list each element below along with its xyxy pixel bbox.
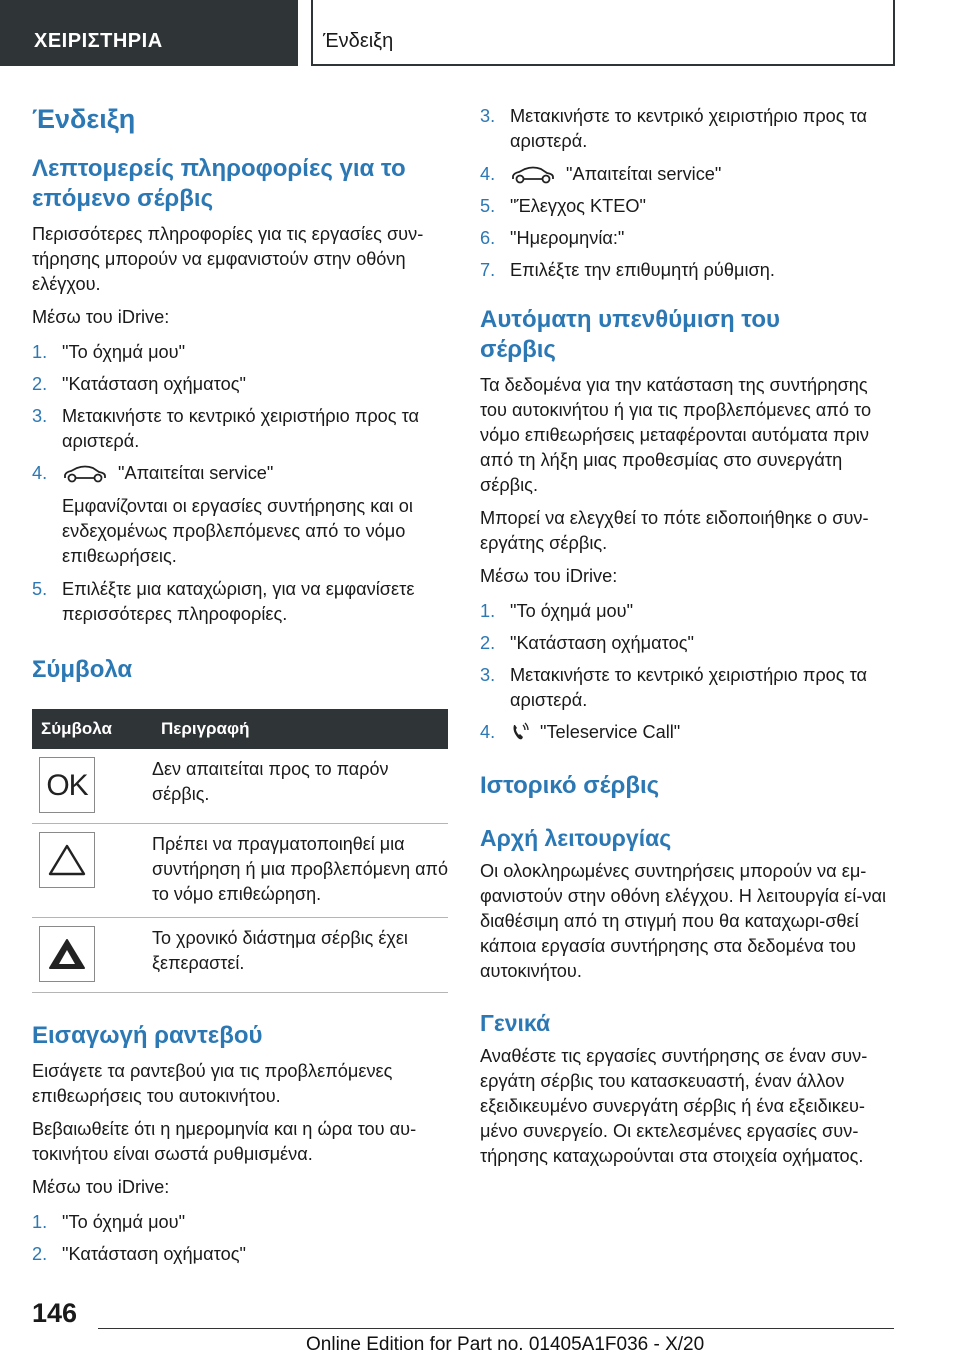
chapter-title: Ένδειξη (311, 0, 895, 66)
list-item: 6. "Ημερομηνία:" (480, 228, 625, 248)
page-header (0, 0, 960, 66)
table-cell-desc: Δεν απαιτείται προς το παρόν σέρβις. (152, 749, 448, 824)
warning-triangle-outline-icon (39, 832, 95, 888)
list-item: 1. "Το όχημά μου" (480, 601, 634, 621)
list-item: 3. Μετακινήστε το κεντρικό χειριστήριο προς τα αριστερά. (32, 406, 420, 451)
page-title: Ένδειξη (32, 104, 136, 134)
list-item: 4. "Απαιτείται service" (32, 463, 274, 483)
car-service-icon (62, 464, 108, 484)
appointment-via: Μέσω του iDrive: (32, 1177, 170, 1197)
table-cell-desc: Το χρονικό διάστημα σέρβις έχει ξεπεραστεί. (152, 918, 448, 993)
appointment-paragraph-1: Εισάγετε τα ραντεβού για τις προβλεπόμενες επιθεωρήσεις του αυτοκινήτου. (32, 1061, 393, 1106)
auto-reminder-paragraph-1: Τα δεδομένα για την κατάσταση της συντήρησης του αυτοκινήτου ή για τις προβλεπόμενες από το νόμο επιθεωρήσεις μεταφέρονται αυτόματα πριν από τη λήξη μιας προθεσμίας στο συνεργάτη σέρβις. (480, 375, 872, 495)
list-item: 2. "Κατάσταση οχήματος" (32, 374, 246, 394)
general-paragraph: Αναθέστε τις εργασίες συντήρησης σε έναν συν-εργάτη σέρβις του κατασκευαστή, έναν άλλον εξειδικευμένο συνεργάτη σέρβις ή ένα εξειδικευ-μένο συνεργείο. Οι εκτελεσμένες εργασίες συν-τήρησης καταχωρούνται στα στοιχεία οχήματος. (480, 1046, 868, 1166)
detail-steps (32, 340, 448, 486)
list-item: 1. "Το όχημά μου" (32, 1212, 186, 1232)
section-title: ΧΕΙΡΙΣΤΗΡΙΑ (0, 0, 298, 66)
footer-edition: Online Edition for Part no. 01405A1F036 - X/20 (306, 1334, 705, 1355)
page-number: 146 (32, 1298, 78, 1328)
table-row (32, 749, 448, 824)
left-column (32, 98, 448, 1267)
appointment-paragraph-2: Βεβαιωθείτε ότι η ημερομηνία και η ώρα του αυ-τοκινήτου είναι σωστά ρυθμισμένα. (32, 1119, 417, 1164)
general-heading: Γενικά (480, 1010, 551, 1036)
auto-reminder-paragraph-2: Μπορεί να ελεγχθεί το πότε ειδοποιήθηκε ο συν-εργάτης σέρβις. (480, 508, 869, 553)
principle-heading: Αρχή λειτουργίας (480, 825, 672, 851)
list-item: 3. Μετακινήστε το κεντρικό χειριστήριο προς τα αριστερά. (480, 106, 868, 151)
list-item: 5. "Έλεγχος ΚΤΕΟ" (480, 196, 646, 216)
history-heading: Ιστορικό σέρβις (480, 772, 660, 799)
warning-triangle-filled-icon (39, 926, 95, 982)
list-item: 7. Επιλέξτε την επιθυμητή ρύθμιση. (480, 260, 775, 280)
table-cell-desc: Πρέπει να πραγματοποιηθεί μια συντήρηση ή μια προβλεπόμενη από το νόμο επιθεώρηση. (152, 824, 448, 918)
footer-divider (98, 1328, 894, 1329)
table-header-description: Περιγραφή (152, 709, 448, 749)
auto-reminder-via: Μέσω του iDrive: (480, 566, 618, 586)
appointment-steps-continued (480, 104, 896, 283)
auto-reminder-steps (480, 599, 896, 745)
appointment-steps (32, 1210, 448, 1267)
table-row (32, 918, 448, 993)
list-item: 1. "Το όχημά μου" (32, 342, 186, 362)
teleservice-icon (510, 722, 530, 742)
symbols-table (32, 709, 448, 993)
detail-heading: Λεπτομερείς πληροφορίες για το επόμενο σέρβις (32, 155, 406, 212)
table-row (32, 824, 448, 918)
list-item: 2. "Κατάσταση οχήματος" (32, 1244, 246, 1264)
auto-reminder-heading: Αυτόματη υπενθύμιση του σέρβις (480, 306, 780, 363)
table-header-symbols: Σύμβολα (32, 709, 152, 749)
step4-sub: Εμφανίζονται οι εργασίες συντήρησης και οι ενδεχομένως προβλεπόμενες από το νόμο επιθεωρήσεις. (62, 496, 413, 566)
list-item: 4. "Απαιτείται service" (480, 164, 722, 184)
symbols-heading: Σύμβολα (32, 656, 133, 683)
principle-paragraph: Οι ολοκληρωμένες συντηρήσεις μπορούν να εμ-φανιστούν στην οθόνη ελέγχου. Η λειτουργία εί-ναι διαθέσιμη από τη στιγμή που θα καταχωρι-σθεί κάποια εργασία συντήρησης στα δεδομένα του αυτοκινήτου. (480, 861, 887, 981)
detail-paragraph: Περισσότερες πληροφορίες για τις εργασίες συν-τήρησης μπορούν να εμφανιστούν στην οθόνη ελέγχου. (32, 224, 424, 294)
appointment-heading: Εισαγωγή ραντεβού (32, 1022, 263, 1049)
right-column (480, 104, 896, 1169)
list-item: 2. "Κατάσταση οχήματος" (480, 633, 694, 653)
via-idrive: Μέσω του iDrive: (32, 307, 170, 327)
list-item: 3. Μετακινήστε το κεντρικό χειριστήριο προς τα αριστερά. (480, 665, 868, 710)
car-service-icon (510, 165, 556, 185)
list-item: 4. "Teleservice Call" (480, 722, 681, 742)
list-item: 5. Επιλέξτε μια καταχώριση, για να εμφανίσετε περισσότερες πληροφορίες. (32, 579, 415, 624)
ok-icon: OK (39, 757, 95, 813)
